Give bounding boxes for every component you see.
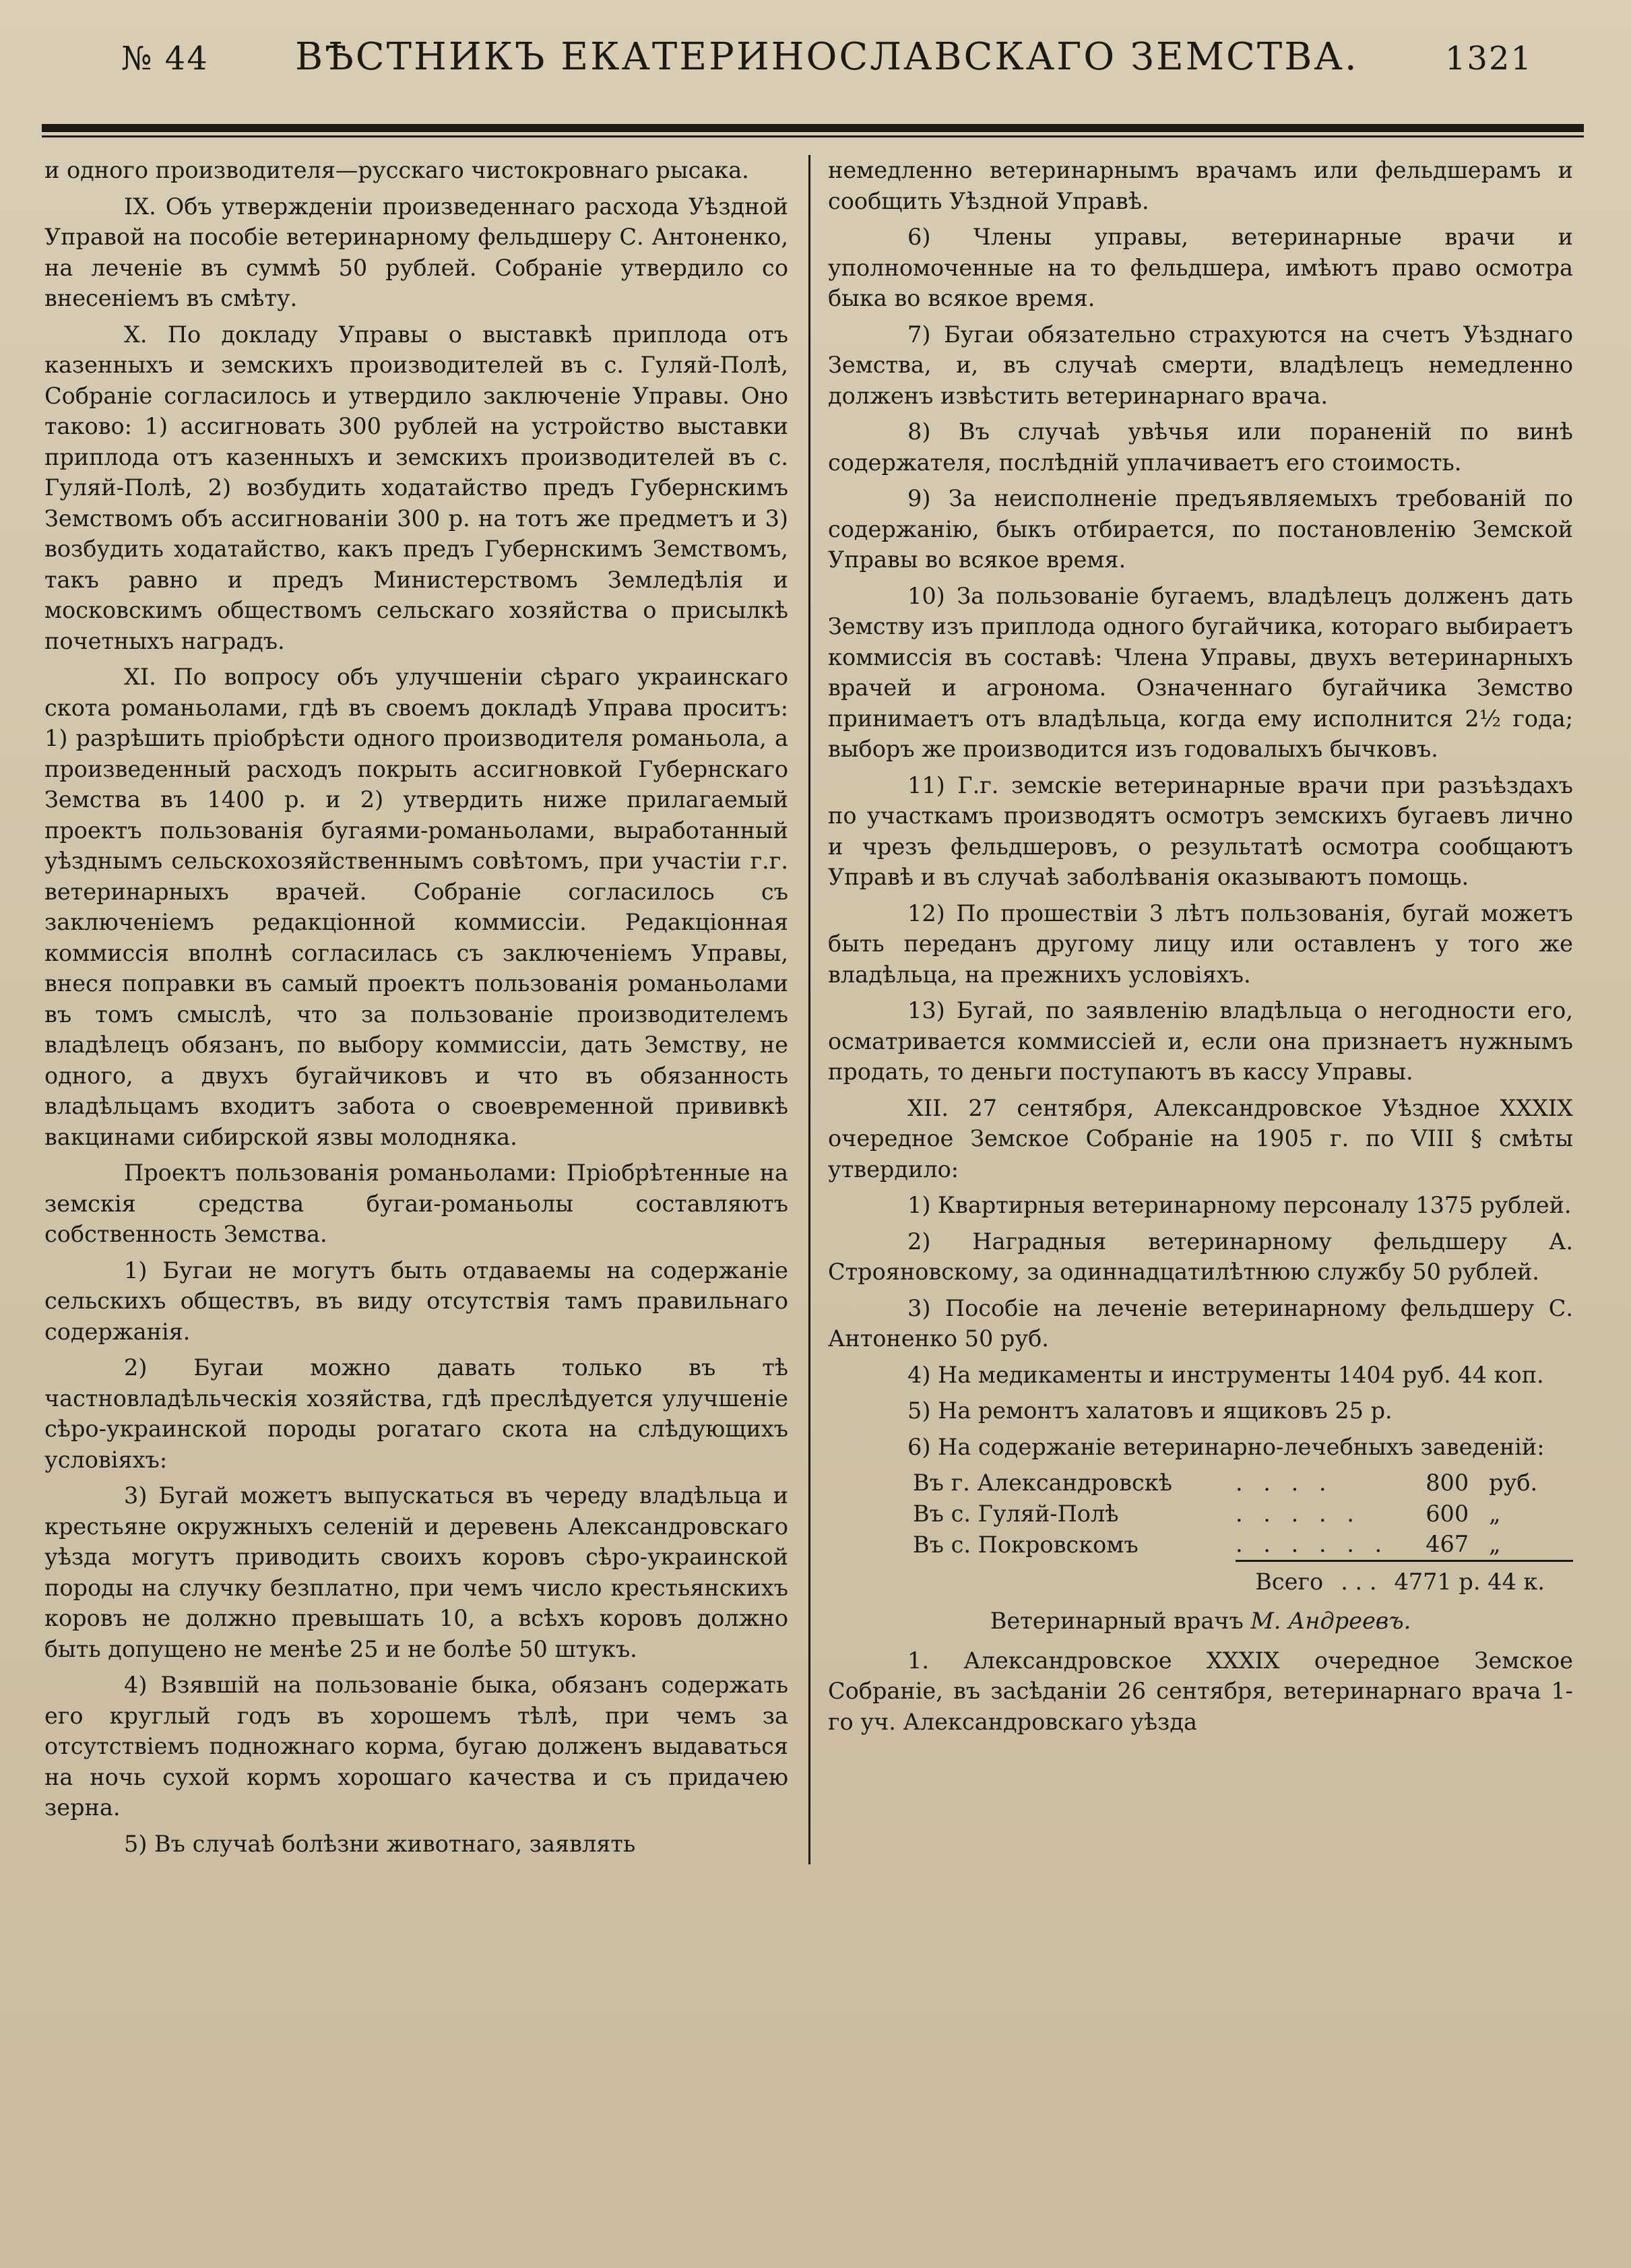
paragraph: XI. По вопросу объ улучшеніи сѣраго украинскаго скота романьолами, гдѣ въ своемъ докладѣ Управа проситъ: 1) разрѣшить пріобрѣсти одного производителя романьола, а произведенный расходъ покрыть ассигновкой Губернскаго Земства въ 1400 р. и 2) утвердить ниже прилагаемый проектъ пользованія бугаями-романьолами, выработанный уѣзднымъ сельскохозяйственнымъ совѣтомъ, при участіи г.г. ветеринарныхъ врачей. Собраніе согласилось съ заключеніемъ редакціонной коммиссіи. Редакціонная коммиссія вполнѣ согласилась съ заключеніемъ Управы, внеся поправки въ самый проектъ пользованія романьолами въ томъ смыслѣ, что за пользованіе производителемъ владѣлецъ обязанъ, по выбору коммиссіи, дать Земству, не одного, а двухъ бугайчиковъ и что въ обязанность владѣльцамъ входитъ забота о своевременной прививкѣ вакцинами сибирской язвы молодняка. bbox=[44, 664, 788, 1150]
page-number: 1321 bbox=[1444, 40, 1533, 77]
paragraph: Проектъ пользованія романьолами: Пріобрѣтенные на земскія средства бугаи-романьолы составляютъ собственность Земства. bbox=[44, 1160, 788, 1247]
table-place: Въ с. Покровскомъ bbox=[913, 1531, 1139, 1558]
total-value: 4771 р. 44 к. bbox=[1394, 1568, 1545, 1595]
right-column bbox=[823, 155, 1577, 1864]
paragraph: IX. Объ утвержденіи произведеннаго расхода Уѣздной Управой на пособіе ветеринарному фельдшеру С. Антоненко, на леченіе въ суммѣ 50 рублей. Собраніе утвердило со внесеніемъ въ смѣту. bbox=[44, 193, 788, 311]
expense-table bbox=[828, 1468, 1573, 1562]
table-dots: . . . . . bbox=[1236, 1500, 1361, 1527]
paragraph: 12) По прошествіи 3 лѣтъ пользованія, бугай можетъ быть переданъ другому лицу или оставленъ у того же владѣльца, на прежнихъ условіяхъ. bbox=[828, 900, 1573, 988]
paragraph: 7) Бугаи обязательно страхуются на счетъ Уѣзднаго Земства, и, въ случаѣ смерти, владѣлецъ немедленно долженъ извѣстить ветеринарнаго врача. bbox=[828, 321, 1573, 409]
table-amount: 800 bbox=[1426, 1470, 1469, 1496]
table-amount: 600 bbox=[1426, 1500, 1469, 1527]
total-line bbox=[828, 1565, 1573, 1600]
paragraph: 1) Квартирныя ветеринарному персоналу 1375 рублей. bbox=[907, 1192, 1572, 1218]
signature-role: Ветеринарный врачъ bbox=[990, 1607, 1244, 1634]
paragraph: 2) Наградныя ветеринарному фельдшеру А. Строяновскому, за одиннадцатилѣтнюю службу 50 рублей. bbox=[828, 1228, 1573, 1285]
paragraph: 6) Члены управы, ветеринарные врачи и уполномоченные на то фельдшера, имѣютъ право осмотра быка во всякое время. bbox=[828, 224, 1573, 311]
header-rule-thick bbox=[42, 124, 1584, 132]
total-label: Всего bbox=[1255, 1568, 1324, 1595]
paragraph: 10) За пользованіе бугаемъ, владѣлецъ долженъ дать Земству изъ приплода одного бугайчика, котораго выбираетъ коммиссія въ составѣ: Члена Управы, двухъ ветеринарныхъ врачей и агронома. Означеннаго бугайчика Земство принимаетъ отъ владѣльца, когда ему исполнится 2½ года; выборъ же производится изъ годовалыхъ бычковъ. bbox=[828, 582, 1573, 762]
total-dots: . . . bbox=[1341, 1568, 1377, 1595]
paragraph: немедленно ветеринарнымъ врачамъ или фельдшерамъ и сообщить Уѣздной Управѣ. bbox=[828, 157, 1573, 214]
journal-title: ВѢСТНИКЪ ЕКАТЕРИНОСЛАВСКАГО ЗЕМСТВА. bbox=[294, 35, 1359, 79]
paragraph: XII. 27 сентября, Александровское Уѣздное XXXIX очередное Земское Собраніе на 1905 г. по VIII § смѣты утвердило: bbox=[828, 1094, 1573, 1183]
table-unit: „ bbox=[1489, 1500, 1501, 1527]
paragraph: 6) На содержаніе ветеринарно-лечебныхъ заведеній: bbox=[907, 1433, 1545, 1460]
signature-name: М. Андреевъ. bbox=[1250, 1607, 1411, 1634]
paragraph: 4) На медикаменты и инструменты 1404 руб. 44 коп. bbox=[907, 1361, 1544, 1388]
paragraph: 13) Бугай, по заявленію владѣльца о негодности его, осматривается коммиссіей и, если она признаетъ нужнымъ продать, то деньги поступаютъ въ кассу Управы. bbox=[828, 997, 1573, 1085]
table-place: Въ г. Александровскѣ bbox=[913, 1470, 1172, 1496]
table-unit: „ bbox=[1474, 1529, 1573, 1561]
table-dots: . . . . bbox=[1236, 1470, 1333, 1496]
table-row bbox=[828, 1468, 1573, 1499]
issue-number: № 44 bbox=[121, 40, 209, 77]
paragraph: 11) Г.г. земскіе ветеринарные врачи при разъѣздахъ по участкамъ производятъ осмотръ земскихъ бугаевъ лично и чрезъ фельдшеровъ, о результатѣ осмотра сообщаютъ Управѣ и въ случаѣ заболѣванія оказываютъ помощь. bbox=[828, 771, 1573, 890]
table-amount: 467 bbox=[1417, 1529, 1474, 1561]
paragraph: и одного производителя—русскаго чистокровнаго рысака. bbox=[44, 157, 749, 183]
table-row bbox=[828, 1529, 1573, 1561]
paragraph: 3) Пособіе на леченіе ветеринарному фельдшеру С. Антоненко 50 руб. bbox=[828, 1294, 1573, 1352]
column-divider bbox=[808, 155, 810, 1864]
signature bbox=[828, 1604, 1573, 1639]
paragraph: X. По докладу Управы о выставкѣ приплода отъ казенныхъ и земскихъ производителей въ с. Гуляй-Полѣ, Собраніе согласилось и утвердило заключеніе Управы. Оно таково: 1) ассигновать 300 рублей на устройство выставки приплода отъ казенныхъ и земскихъ производителей въ с. Гуляй-Полѣ, 2) возбудить ходатайство предъ Губернскимъ Земствомъ объ ассигнованіи 300 р. на тотъ же предметъ и 3) возбудить ходатайство, какъ предъ Губернскимъ Земствомъ, такъ равно и предъ Министерствомъ Земледѣлія и московскимъ обществомъ сельскаго хозяйства о присылкѣ почетныхъ наградъ. bbox=[44, 321, 788, 654]
paragraph: 8) Въ случаѣ увѣчья или пораненій по винѣ содержателя, послѣдній уплачиваетъ его стоимость. bbox=[828, 418, 1573, 476]
paragraph: 9) За неисполненіе предъявляемыхъ требованій по содержанію, быкъ отбирается, по постановленію Земской Управы во всякое время. bbox=[828, 485, 1573, 573]
header-rule bbox=[42, 124, 1584, 137]
paragraph: 5) На ремонтъ халатовъ и ящиковъ 25 р. bbox=[907, 1397, 1393, 1424]
table-row bbox=[828, 1499, 1573, 1530]
paragraph: 1) Бугаи не могутъ быть отдаваемы на содержаніе сельскихъ обществъ, въ виду отсутствія тамъ правильнаго содержанія. bbox=[44, 1257, 788, 1345]
paragraph: 3) Бугай можетъ выпускаться въ череду владѣльца и крестьяне окружныхъ селеній и деревень Александровскаго уѣзда могутъ приводить своихъ коровъ сѣро-украинской породы на случку безплатно, при чемъ число крестьянскихъ коровъ не должно превышать 10, а всѣхъ коровъ должно быть допущено не менѣе 25 и не болѣе 50 штукъ. bbox=[44, 1482, 788, 1662]
page-header bbox=[42, 35, 1597, 96]
header-rule-thin bbox=[42, 135, 1584, 137]
paragraph: 5) Въ случаѣ болѣзни животнаго, заявлять bbox=[124, 1830, 636, 1857]
paragraph: 1. Александровское XXXIX очередное Земское Собраніе, въ засѣданіи 26 сентября, ветеринарнаго врача 1-го уч. Александровскаго уѣзда bbox=[828, 1647, 1573, 1735]
paragraph: 4) Взявшій на пользованіе быка, обязанъ содержать его круглый годъ въ хорошемъ тѣлѣ, при чемъ за отсутствіемъ подножнаго корма, бугаю долженъ выдаваться на ночь сухой кормъ хорошаго качества и съ придачею зерна. bbox=[44, 1672, 788, 1821]
table-place: Въ с. Гуляй-Полѣ bbox=[913, 1500, 1119, 1527]
text-columns bbox=[42, 155, 1584, 1864]
left-column bbox=[42, 155, 796, 1864]
table-unit: руб. bbox=[1489, 1470, 1538, 1496]
table-dots: . . . . . . bbox=[1236, 1529, 1417, 1561]
paragraph: 2) Бугаи можно давать только въ тѣ частновладѣльческія хозяйства, гдѣ преслѣдуется улучшеніе сѣро-украинской породы рогатаго скота на слѣдующихъ условіяхъ: bbox=[44, 1354, 788, 1473]
